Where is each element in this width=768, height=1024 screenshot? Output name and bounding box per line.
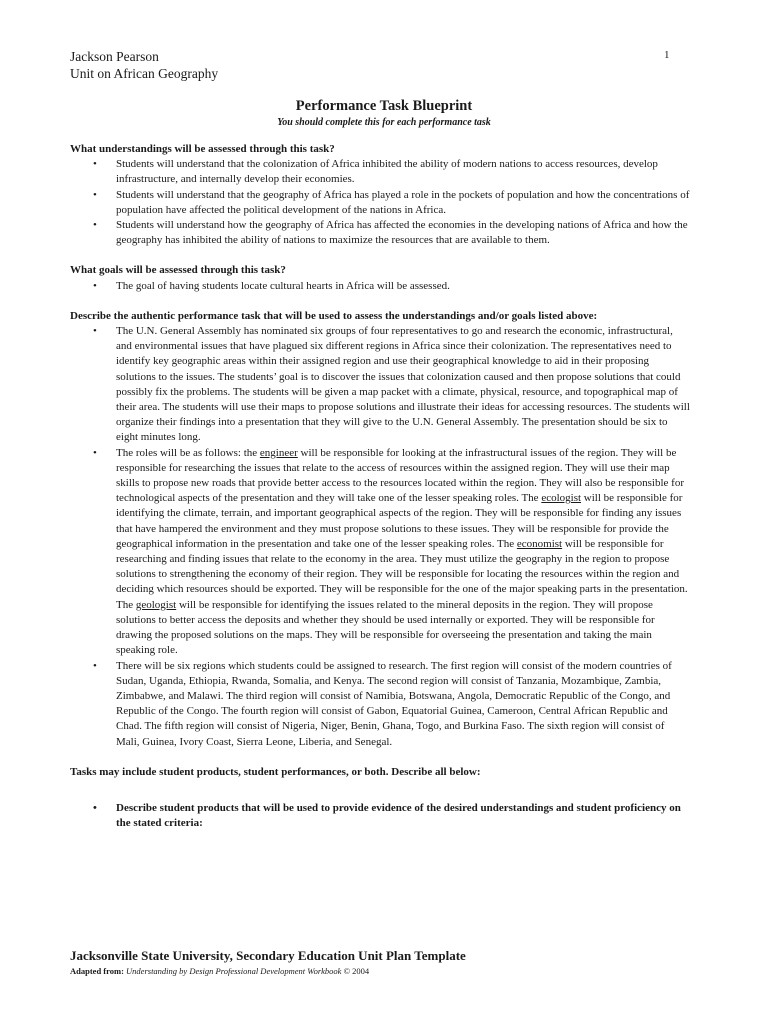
products-question: Tasks may include student products, student performances, or both. Describe all below: bbox=[70, 765, 481, 778]
page-number: 1 bbox=[664, 49, 670, 61]
understandings-list bbox=[70, 157, 690, 248]
header-block bbox=[70, 48, 218, 82]
task-question: Describe the authentic performance task that will be used to assess the understandings and/or goals listed above: bbox=[70, 309, 598, 322]
page-subtitle: You should complete this for each performance task bbox=[277, 117, 491, 128]
spacer bbox=[70, 248, 690, 263]
author-name: Jackson Pearson bbox=[70, 49, 159, 64]
understandings-question: What understandings will be assessed through this task? bbox=[70, 143, 335, 155]
roles-text: will be responsible for looking at the infrastructural issues of the region. They will be responsible for researching the issues that relate to the access of resources within the assigned region. They will use their map skills to propose new roads that provide better access to the resources located within the region. They will also be responsible for technological aspects of the presentation and they will take one of the lesser speaking roles. The bbox=[116, 446, 684, 505]
roles-text: will be responsible for identifying the issues related to the mineral deposits in the region. They will propose solutions to better access the deposits and whether they should be used internally or exported. They will be responsible for drawing the proposed solutions on the maps. They will be responsible for overseeing the presentation and taking the main speaking role. bbox=[116, 598, 655, 657]
footer-credit bbox=[70, 966, 369, 976]
credit-year: © 2004 bbox=[343, 966, 370, 976]
goals-question: What goals will be assessed through this task? bbox=[70, 264, 286, 277]
list-item: • Describe student products that will be used to provide evidence of the desired understandings and student proficiency on the stated criteria: bbox=[116, 801, 690, 831]
list-item: • Students will understand that the geography of Africa has played a role in the pockets of population and how the concentrations of population have affected the political development of the nations in Africa. bbox=[116, 188, 690, 218]
footer-title: Jacksonville State University, Secondary Education Unit Plan Template bbox=[70, 948, 466, 963]
role-economist: economist bbox=[516, 537, 563, 550]
role-engineer: engineer bbox=[259, 446, 298, 459]
list-item: • Students will understand how the geography of Africa has affected the economies in the developing nations of Africa and how the geography has inhibited the ability of nations to maximize the resources that are available to them. bbox=[116, 218, 690, 248]
roles-list-item bbox=[116, 446, 690, 659]
page-title: Performance Task Blueprint bbox=[295, 98, 473, 114]
document-body bbox=[70, 142, 690, 831]
roles-text: will be responsible for researching and finding issues that relate to the economy in the area. They must utilize the geography in the region to propose solutions to strengthening the economy of their region. They will be responsible for locating the resources within the region and deciding which resources should be exported. They will be responsible for the one of the major speaking parts in the presentation. The bbox=[116, 537, 688, 611]
unit-title: Unit on African Geography bbox=[70, 66, 219, 81]
list-item: • The U.N. General Assembly has nominated six groups of four representatives to go and research the economic, infrastructural, and environmental issues that have plagued six different regions in Africa since their colonization. The representatives need to identify key geographic areas within their assigned region and use their geographical knowledge to aid in their proposing solutions to the issues. The students’ goal is to discover the issues that colonization caused and then propose solutions that could possibly fix the problems. The students will be given a map packet with a climate, physical, resource, and topographical map of their area. The students will use their maps to propose solutions and illustrate their ideas for accessing resources. The students will organize their findings into a presentation that they will give to the U.N. General Assembly. The presentation should be six to eight minutes long. bbox=[116, 324, 690, 446]
task-list bbox=[70, 324, 690, 750]
roles-text: The roles will be as follows: the bbox=[116, 446, 260, 459]
spacer bbox=[70, 750, 690, 765]
credit-label: Adapted from: bbox=[70, 966, 124, 976]
goals-list bbox=[70, 279, 690, 294]
role-geologist: geologist bbox=[135, 598, 177, 611]
spacer bbox=[70, 294, 690, 309]
list-item: • Students will understand that the colonization of Africa inhibited the ability of modern nations to access resources, develop infrastructure, and internally develop their economies. bbox=[116, 157, 690, 187]
credit-book-title: Understanding by Design Professional Development Workbook bbox=[126, 966, 342, 976]
role-ecologist: ecologist bbox=[541, 492, 582, 505]
list-item: • The goal of having students locate cultural hearts in Africa will be assessed. bbox=[116, 279, 690, 294]
spacer bbox=[70, 780, 690, 801]
products-list bbox=[70, 801, 690, 831]
list-item: • There will be six regions which students could be assigned to research. The first region will consist of the modern countries of Sudan, Uganda, Ethiopia, Rwanda, Somalia, and Kenya. The second region will consist of Tanzania, Mozambique, Zambia, Zimbabwe, and Malawi. The third region will consist of Namibia, Botswana, Angola, Democratic Republic of the Congo, and Republic of the Congo. The fourth region will consist of Gabon, Equatorial Guinea, Cameroon, Central African Republic and Chad. The fifth region will consist of Nigeria, Niger, Benin, Ghana, Togo, and Burkina Faso. The sixth region will consist of Mali, Guinea, Ivory Coast, Sierra Leone, Liberia, and Senegal. bbox=[116, 659, 690, 750]
roles-text: will be responsible for identifying the climate, terrain, and important geographical aspects of the region. They will be responsible for finding any issues that have hampered the environment and they must propose solutions to these issues. They will be responsible for provide the geographical information in the presentation and take one of the lesser speaking roles. The bbox=[116, 492, 683, 550]
